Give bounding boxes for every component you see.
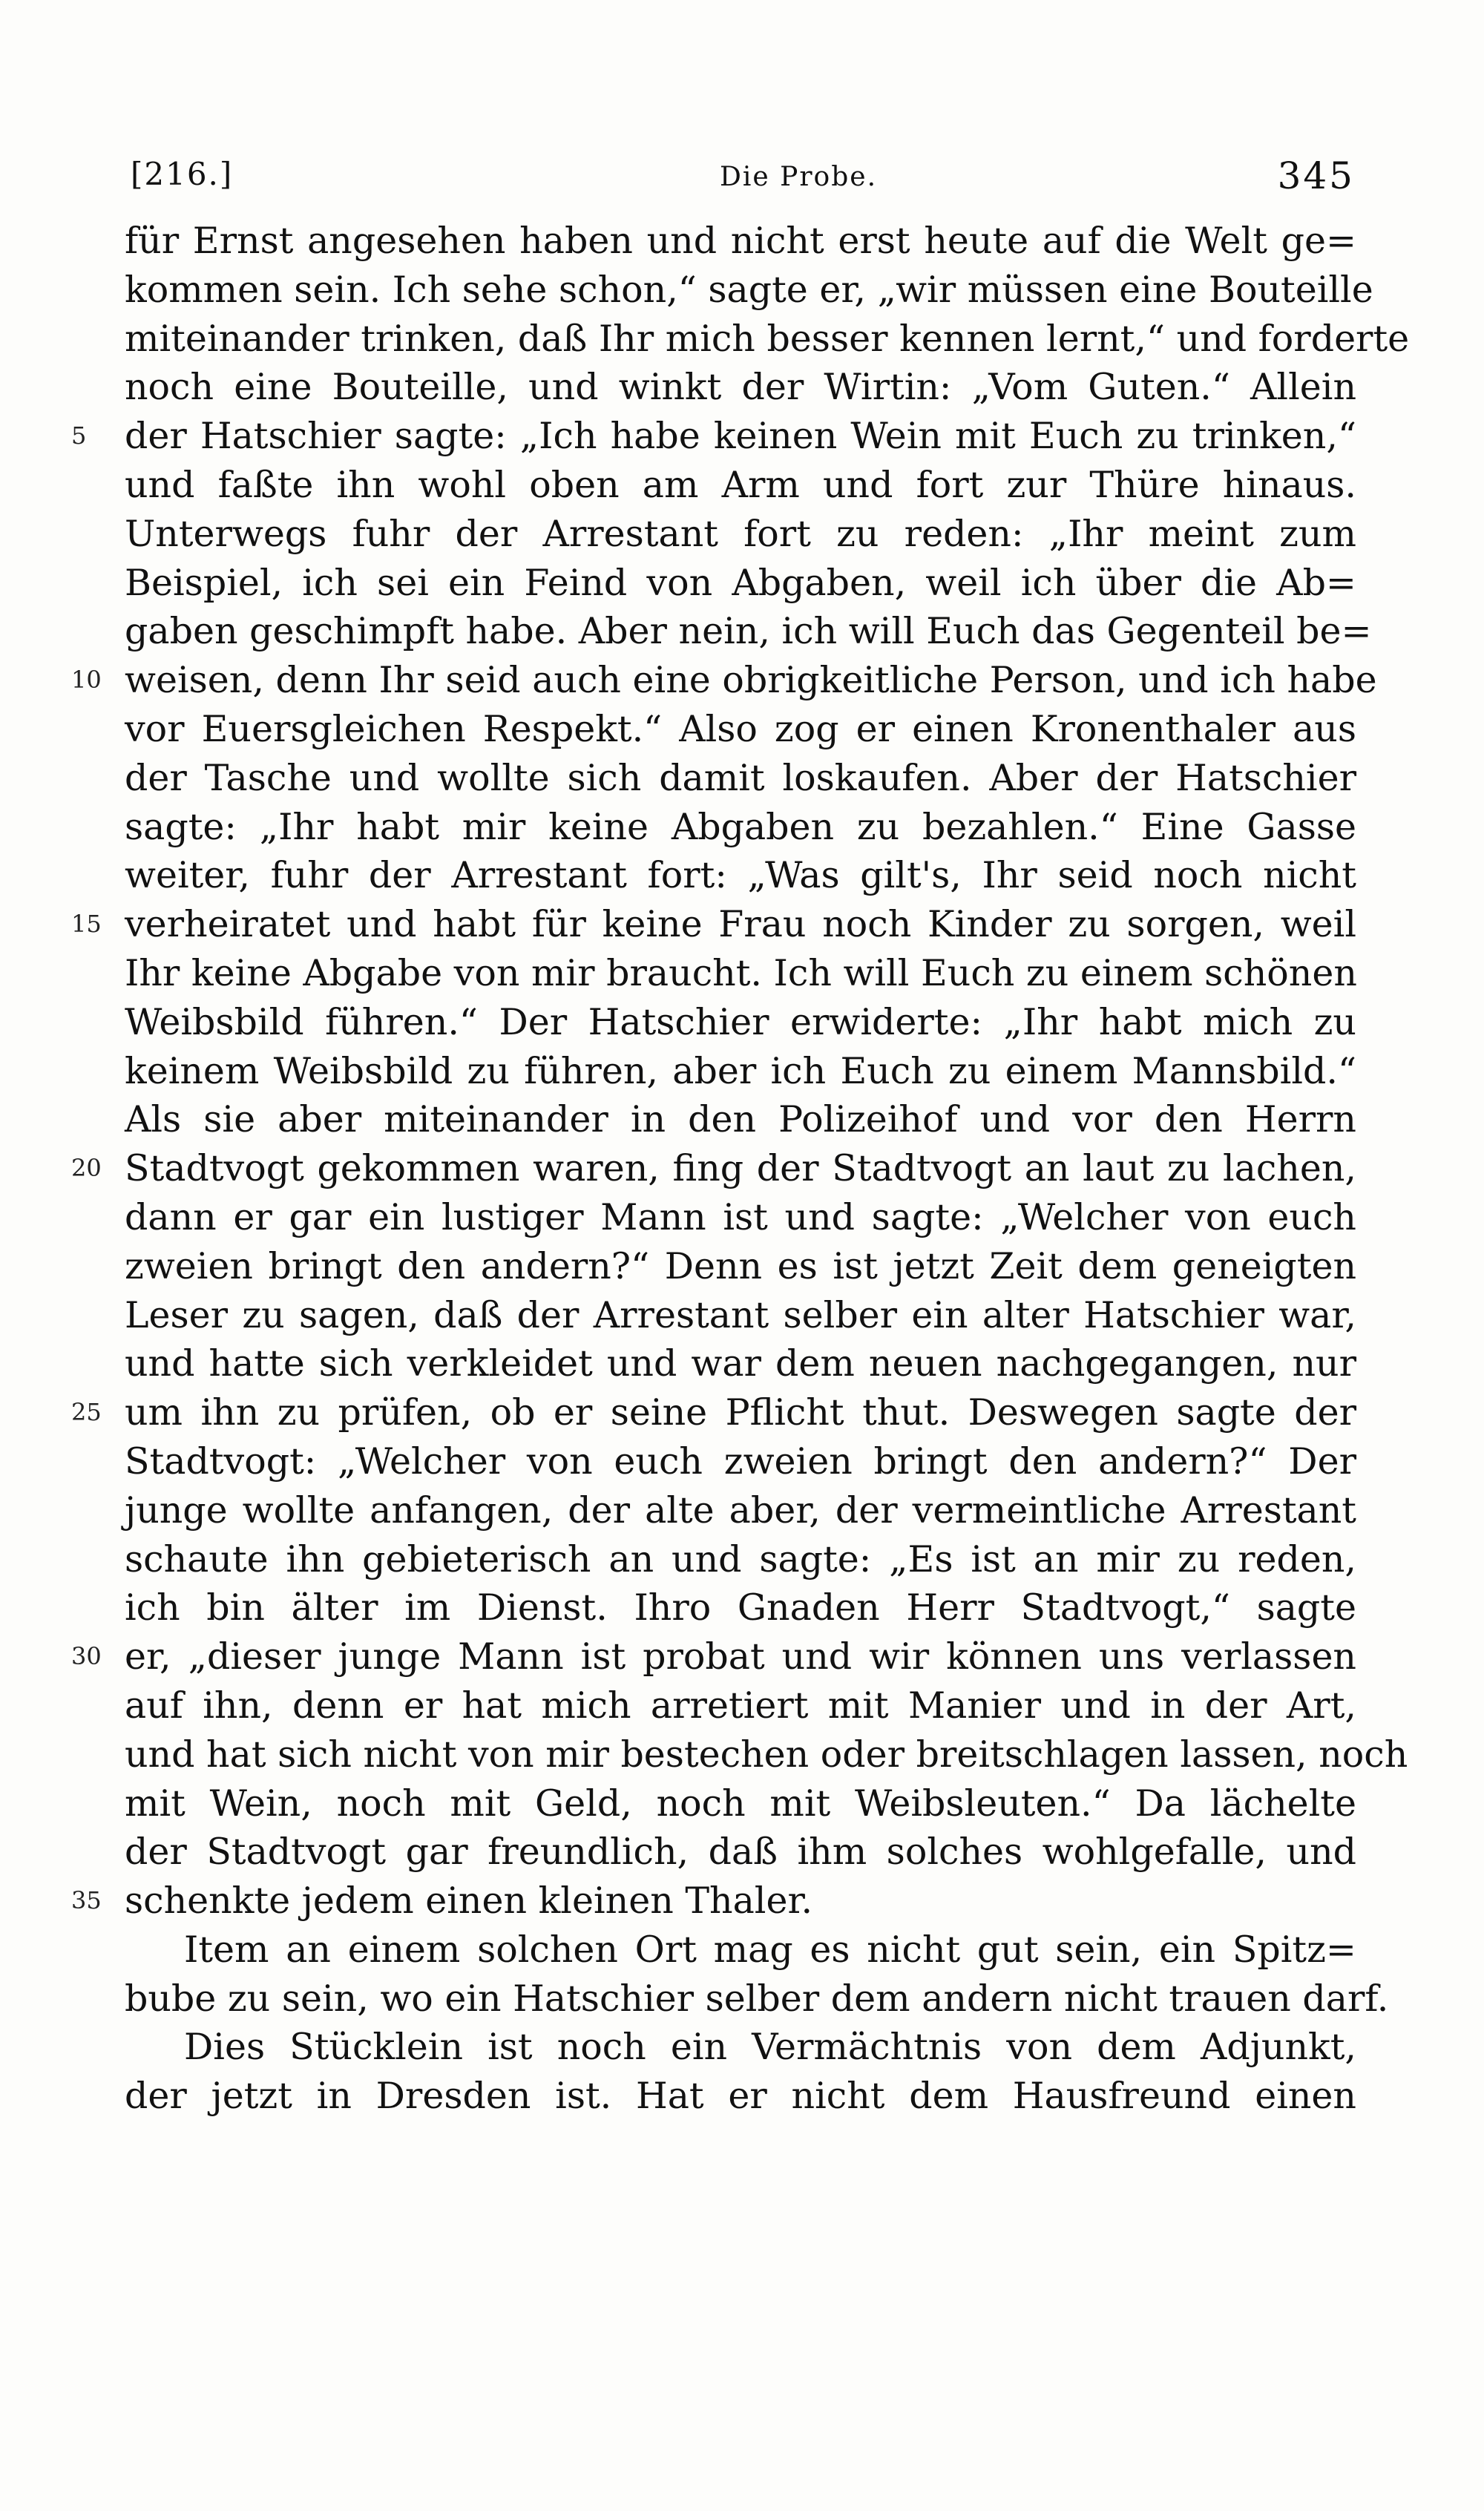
line-text: und faßte ihn wohl oben am Arm und fort zur Thüre hinaus. [125, 463, 1356, 506]
text-line [125, 1339, 1356, 1388]
text-line [125, 559, 1356, 608]
line-text: Ihr keine Abgabe von mir braucht. Ich will Euch zu einem schönen [125, 951, 1357, 994]
bracket-page-number: [216.] [131, 156, 234, 192]
text-line [71, 1877, 1356, 1926]
line-text: auf ihn, denn er hat mich arretiert mit Manier und in der Art, [125, 1684, 1356, 1727]
text-line [71, 1144, 1356, 1193]
text-line [125, 949, 1356, 998]
line-text: Item an einem solchen Ort mag es nicht gut sein, ein Spitz= [184, 1928, 1356, 1971]
text-line [125, 1291, 1356, 1340]
line-text: vor Euersgleichen Respekt.“ Also zog er einen Kronenthaler aus [125, 707, 1356, 750]
text-line [125, 1681, 1356, 1730]
line-text: kommen sein. Ich sehe schon,“ sagte er, „wir müssen eine Bouteille [125, 268, 1373, 311]
line-text: mit Wein, noch mit Geld, noch mit Weibsleuten.“ Da lächelte [125, 1782, 1356, 1825]
text-line [125, 1535, 1356, 1584]
line-text: sagte: „Ihr habt mir keine Abgaben zu bezahlen.“ Eine Gasse [125, 805, 1356, 848]
text-line [125, 754, 1356, 803]
text-line [71, 1388, 1356, 1437]
line-text: weisen, denn Ihr seid auch eine obrigkeitliche Person, und ich habe [125, 659, 1377, 702]
line-number: 10 [71, 666, 102, 695]
line-number: 20 [71, 1154, 102, 1183]
line-text: ich bin älter im Dienst. Ihro Gnaden Herr Stadtvogt,“ sagte [125, 1586, 1356, 1629]
line-text: der jetzt in Dresden ist. Hat er nicht dem Hausfreund einen [125, 2075, 1356, 2118]
line-text: Leser zu sagen, daß der Arrestant selber ein alter Hatschier war, [125, 1293, 1356, 1336]
line-text: schaute ihn gebieterisch an und sagte: „Es ist an mir zu reden, [125, 1537, 1356, 1581]
line-number: 5 [71, 421, 87, 450]
text-line [125, 1193, 1356, 1242]
line-text: Als sie aber miteinander in den Polizeihof und vor den Herrn [125, 1098, 1356, 1141]
text-line [71, 900, 1356, 949]
line-number: 30 [71, 1642, 102, 1671]
line-text: junge wollte anfangen, der alte aber, der vermeintliche Arrestant [125, 1488, 1356, 1532]
text-line [125, 1437, 1356, 1486]
text-line [125, 315, 1410, 364]
line-text: keinem Weibsbild zu führen, aber ich Euch zu einem Mannsbild.“ [125, 1049, 1356, 1092]
line-text: schenkte jedem einen kleinen Thaler. [125, 1880, 813, 1923]
line-text: Weibsbild führen.“ Der Hatschier erwiderte: „Ihr habt mich zu [125, 1000, 1356, 1043]
line-text: der Hatschier sagte: „Ich habe keinen Wein mit Euch zu trinken,“ [125, 415, 1356, 458]
text-line [125, 1583, 1356, 1632]
line-number: 15 [71, 910, 102, 939]
line-text: der Stadtvogt gar freundlich, daß ihm solches wohlgefalle, und [125, 1831, 1356, 1874]
body-text [71, 217, 1410, 2121]
text-line [125, 998, 1356, 1047]
line-text: weiter, fuhr der Arrestant fort: „Was gilt's, Ihr seid noch nicht [125, 854, 1356, 897]
text-line [125, 461, 1356, 510]
text-line [125, 705, 1356, 754]
line-text: gaben geschimpft habe. Aber nein, ich will Euch das Gegenteil be= [125, 610, 1372, 653]
line-number: 25 [71, 1398, 102, 1427]
text-line [125, 510, 1356, 559]
line-text: miteinander trinken, daß Ihr mich besser kennen lernt,“ und forderte [125, 317, 1410, 360]
text-line [125, 2023, 1356, 2072]
text-line [125, 363, 1356, 412]
text-line [71, 1632, 1356, 1681]
text-line [71, 412, 1356, 461]
line-text: und hat sich nicht von mir bestechen oder breitschlagen lassen, noch [125, 1733, 1408, 1776]
line-text: um ihn zu prüfen, ob er seine Pflicht thut. Deswegen sagte der [125, 1391, 1356, 1434]
line-text: Beispiel, ich sei ein Feind von Abgaben, weil ich über die Ab= [125, 561, 1356, 604]
text-line [125, 217, 1356, 266]
line-text: er, „dieser junge Mann ist probat und wir können uns verlassen [125, 1635, 1356, 1678]
line-text: Unterwegs fuhr der Arrestant fort zu reden: „Ihr meint zum [125, 512, 1356, 555]
line-text: verheiratet und habt für keine Frau noch Kinder zu sorgen, weil [125, 903, 1356, 946]
text-line [125, 266, 1373, 315]
line-text: noch eine Bouteille, und winkt der Wirtin: „Vom Guten.“ Allein [125, 366, 1356, 409]
text-line [125, 1047, 1356, 1096]
page-header [131, 148, 1355, 200]
line-text: der Tasche und wollte sich damit loskaufen. Aber der Hatschier [125, 756, 1356, 799]
text-line [125, 2072, 1356, 2121]
text-line [125, 1095, 1356, 1144]
line-text: dann er gar ein lustiger Mann ist und sagte: „Welcher von euch [125, 1195, 1356, 1238]
line-number: 35 [71, 1886, 102, 1915]
text-line [125, 1486, 1356, 1535]
line-text: für Ernst angesehen haben und nicht erst heute auf die Welt ge= [125, 220, 1356, 262]
line-text: und hatte sich verkleidet und war dem neuen nachgegangen, nur [125, 1342, 1356, 1385]
text-line [125, 803, 1356, 852]
text-line [125, 1926, 1356, 1975]
text-line [125, 1828, 1356, 1877]
line-text: zweien bringt den andern?“ Denn es ist jetzt Zeit dem geneigten [125, 1244, 1356, 1287]
text-line [125, 1975, 1389, 2023]
text-line [125, 1242, 1356, 1291]
text-line [125, 1730, 1408, 1779]
text-line [125, 607, 1372, 656]
line-text: Stadtvogt gekommen waren, fing der Stadtvogt an laut zu lachen, [125, 1147, 1356, 1190]
page-number: 345 [1277, 154, 1355, 197]
text-line [125, 1779, 1356, 1828]
line-text: bube zu sein, wo ein Hatschier selber dem andern nicht trauen darf. [125, 1977, 1389, 2020]
running-title: Die Probe. [719, 162, 878, 192]
line-text: Stadtvogt: „Welcher von euch zweien bringt den andern?“ Der [125, 1440, 1356, 1483]
text-line [125, 851, 1356, 900]
line-text: Dies Stücklein ist noch ein Vermächtnis von dem Adjunkt, [184, 2026, 1356, 2069]
text-line [71, 656, 1377, 705]
